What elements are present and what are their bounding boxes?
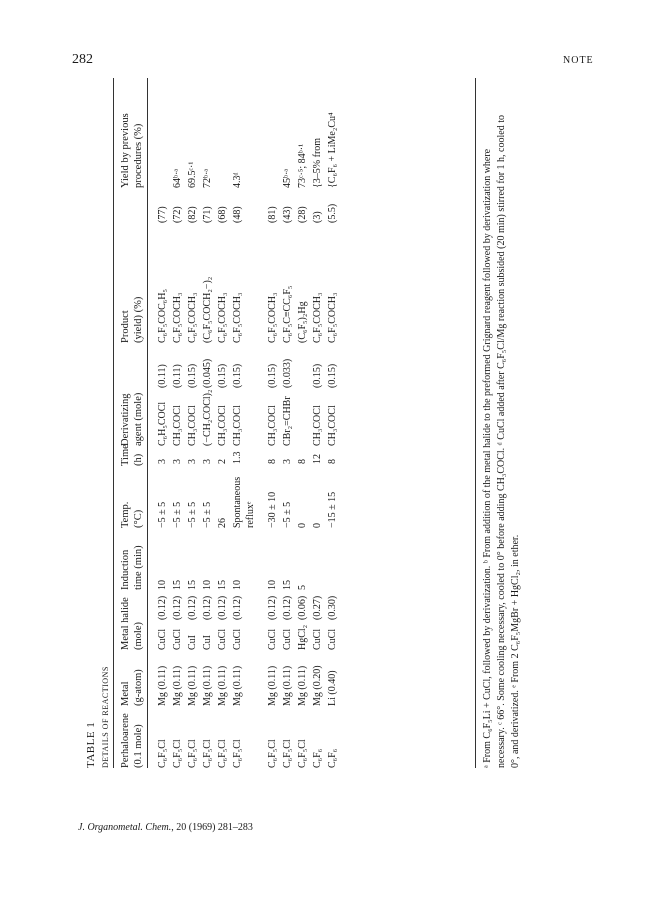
table-cell: 15 [217, 580, 228, 590]
table-cell: C₆F₅Cl [217, 739, 228, 768]
header-metal: Metal [120, 681, 131, 706]
header-perhalo: (0.1 mole) [133, 724, 144, 768]
table-cell: CuCl [157, 628, 168, 650]
table-cell: CH₃COCl [312, 405, 323, 446]
header-perhalo: Perhaloarene [120, 713, 131, 768]
table-cell: C₆F₅C≡CC₆F₅ [282, 285, 293, 343]
table-cell: C₆F₅Cl [187, 739, 198, 768]
table-cell: CuCl [282, 628, 293, 650]
table-cell: refluxᵉ [245, 501, 256, 528]
table-cell: 5 [297, 585, 308, 590]
header-induction: time (min) [133, 545, 144, 590]
header-prev: Yield by previous [120, 113, 131, 188]
table-cell: CH₃COCl [217, 405, 228, 446]
table-cell: (0.12) [217, 595, 228, 620]
table-cell: C₆F₅Cl [157, 739, 168, 768]
table-cell: 3 [172, 459, 183, 464]
table-cell: 73ᶜ·⁵; 84ᵇ·¹ [297, 143, 308, 188]
table-cell: −5 ± 5 [187, 501, 198, 528]
table-cell: C₆F₅Cl [202, 739, 213, 768]
table-cell: C₆F₅COCH₃ [267, 292, 278, 343]
table-cell: (77) [157, 206, 168, 223]
table-subtitle: DETAILS OF REACTIONS [101, 666, 110, 768]
table-header-rule [147, 78, 148, 768]
table-cell: CuCl [217, 628, 228, 650]
table-cell: Mg (0.11) [297, 665, 308, 706]
table-cell: (0.12) [232, 595, 243, 620]
header-agent: Derivatizing [120, 393, 131, 446]
table-cell: (0.15) [267, 363, 278, 388]
table-cell: (0.045) [202, 358, 213, 388]
table-cell: (0.15) [232, 363, 243, 388]
table-cell: C₆F₆ [312, 748, 323, 768]
table-cell: 4.3ᵈ [232, 172, 243, 188]
table-cell: (72) [172, 206, 183, 223]
header-halide: Metal halide [120, 597, 131, 650]
table-cell: (0.11) [157, 364, 168, 388]
table-cell: 8 [327, 459, 338, 464]
table-cell: C₆F₅COCH₃ [232, 292, 243, 343]
journal-name: J. Organometal. Chem. [78, 822, 172, 833]
table-cell: (0.27) [312, 595, 323, 620]
header-temp: (°C) [133, 509, 144, 528]
journal-volume: , 20 (1969) 281–283 [171, 822, 253, 833]
table-cell: C₆F₅COCH₃ [312, 292, 323, 343]
table-cell: CH₃COCl [187, 405, 198, 446]
table-cell: Li (0.40) [327, 670, 338, 706]
table-cell: CuCl [267, 628, 278, 650]
table-cell: CH₃COCl [327, 405, 338, 446]
table-cell: (43) [282, 206, 293, 223]
table-cell: −15 ± 15 [327, 491, 338, 528]
table-cell: C₆F₅Cl [172, 739, 183, 768]
table-cell: CH₃COCl [172, 405, 183, 446]
table-cell: 10 [232, 580, 243, 590]
table-cell: C₆F₅Cl [267, 739, 278, 768]
table-cell: (0.12) [172, 595, 183, 620]
table-cell: −5 ± 5 [172, 501, 183, 528]
table-cell: C₆F₆ [327, 748, 338, 768]
table-cell: 3 [187, 459, 198, 464]
table-cell: (0.15) [312, 363, 323, 388]
table-cell: (48) [232, 206, 243, 223]
table-cell: Mg (0.11) [282, 665, 293, 706]
table-cell: C₆H₅COCl [157, 401, 168, 446]
table-cell: CuCl [172, 628, 183, 650]
header-product: (yield) (%) [133, 296, 144, 343]
header-temp: Temp. [120, 501, 131, 528]
table-cell: 45ᵇ·ᵃ [282, 168, 293, 188]
table-cell: C₆F₅Cl [297, 739, 308, 768]
table-cell: (0.033) [282, 358, 293, 388]
table-cell: C₆F₅COCH₃ [187, 292, 198, 343]
table-cell: (0.11) [172, 364, 183, 388]
table-cell: Mg (0.11) [172, 665, 183, 706]
header-halide: (mole) [133, 622, 144, 650]
table-cell: CH₃COCl [232, 405, 243, 446]
table-cell: (5.5) [327, 203, 338, 223]
table-cell: 8 [267, 459, 278, 464]
table-top-rule [113, 78, 114, 768]
table-cell: C₆F₅COCH₃ [327, 292, 338, 343]
table-cell: (0.06) [297, 595, 308, 620]
table-cell: 2 [217, 459, 228, 464]
table-cell: 3 [202, 459, 213, 464]
table-cell: 10 [267, 580, 278, 590]
running-header: NOTE [563, 55, 594, 66]
table-cell: {3–5% from [312, 137, 323, 188]
header-metal: (g-atom) [133, 669, 144, 706]
table-cell: Mg (0.11) [232, 665, 243, 706]
table-cell: (68) [217, 206, 228, 223]
table-cell: C₆F₅COCH₃ [217, 292, 228, 343]
table-cell: (0.15) [187, 363, 198, 388]
table-cell: 72ᵇ·ᵃ [202, 168, 213, 188]
footnote: 0°, and derivatized. ᵉ From 2 C₆F₅MgBr + HgCl₂, in ether. [510, 534, 521, 768]
table-bottom-rule [475, 78, 476, 768]
table-cell: 0 [312, 523, 323, 528]
table-cell: −5 ± 5 [282, 501, 293, 528]
table-cell: CuCl [312, 628, 323, 650]
table-cell: Mg (0.11) [202, 665, 213, 706]
table-cell: 1.3 [232, 451, 243, 464]
rotated-table [85, 78, 565, 768]
header-agent: agent (mole) [133, 392, 144, 446]
table-cell: CuCl [232, 628, 243, 650]
header-time: (h) [133, 453, 144, 466]
table-cell: 64ᵇ·ᵃ [172, 168, 183, 188]
header-prev: procedures (%) [133, 123, 144, 188]
table-cell: CuCl [327, 628, 338, 650]
table-cell: (0.12) [282, 595, 293, 620]
table-cell: (C₆F₅COCH₂−)₂ [202, 276, 213, 343]
table-cell: C₆F₅COCH₃ [172, 292, 183, 343]
table-cell: 26 [217, 518, 228, 528]
table-cell: (0.12) [202, 595, 213, 620]
table-cell: Mg (0.20) [312, 665, 323, 706]
header-time: Time [120, 444, 131, 466]
header-product: Product [120, 310, 131, 343]
table-cell: 10 [157, 580, 168, 590]
table-cell: (71) [202, 206, 213, 223]
table-cell: 8 [297, 459, 308, 464]
table-cell: (82) [187, 206, 198, 223]
footnote: necessary. ᶜ 66°. Some cooling necessary, cooled to 0° before adding CH₃COCl. ᵈ CuCl added after C₆F₅Cl/Mg reaction subsided (20 min) stirred for 1 h, cooled to [496, 115, 507, 768]
table-cell: (C₆F₅)₂Hg [297, 301, 308, 343]
table-cell: 69.5ᶜ·¹ [187, 161, 198, 188]
page-number: 282 [72, 52, 93, 67]
table-cell: (0.12) [157, 595, 168, 620]
table-cell: 0 [297, 523, 308, 528]
table-cell: 15 [187, 580, 198, 590]
table-cell: (0.12) [187, 595, 198, 620]
table-cell: −5 ± 5 [157, 501, 168, 528]
table-cell: Spontaneous [232, 476, 243, 528]
table-cell: {C₆F₆ + LiMe₂Cu⁴ [327, 112, 338, 188]
table-cell: 10 [202, 580, 213, 590]
table-cell: CBr₂=CHBr [282, 396, 293, 446]
table-cell: (28) [297, 206, 308, 223]
table-cell: 15 [282, 580, 293, 590]
table-cell: Mg (0.11) [157, 665, 168, 706]
table-cell: 3 [157, 459, 168, 464]
table-cell: (0.15) [217, 363, 228, 388]
table-cell: −5 ± 5 [202, 501, 213, 528]
table-cell: CH₃COCl [267, 405, 278, 446]
table-cell: (−CH₂COCl)₂ [202, 389, 213, 446]
table-cell: C₆F₅Cl [232, 739, 243, 768]
table-cell: Mg (0.11) [217, 665, 228, 706]
table-title: TABLE 1 [85, 721, 97, 768]
table-cell: (0.12) [267, 595, 278, 620]
header-induction: Induction [120, 549, 131, 590]
table-cell: C₆F₅COC₆H₅ [157, 289, 168, 343]
table-cell: (81) [267, 206, 278, 223]
table-cell: (0.15) [327, 363, 338, 388]
table-cell: HgCl₂ [297, 624, 308, 650]
table-cell: (3) [312, 211, 323, 223]
table-cell: Mg (0.11) [267, 665, 278, 706]
table-cell: −30 ± 10 [267, 491, 278, 528]
table-cell: 3 [282, 459, 293, 464]
table-cell: 15 [172, 580, 183, 590]
table-cell: C₆F₅Cl [282, 739, 293, 768]
table-cell: Mg (0.11) [187, 665, 198, 706]
table-cell: CuI [187, 635, 198, 650]
table-cell: (0.30) [327, 595, 338, 620]
footnote: ᵃ From C₆F₅Li + CuCl, followed by derivatization. ᵇ From addition of the metal halide to the preformed Grignard reagent followed by derivatization where [482, 148, 493, 768]
journal-citation [78, 822, 253, 833]
table-cell: 12 [312, 454, 323, 464]
table-cell: CuI [202, 635, 213, 650]
